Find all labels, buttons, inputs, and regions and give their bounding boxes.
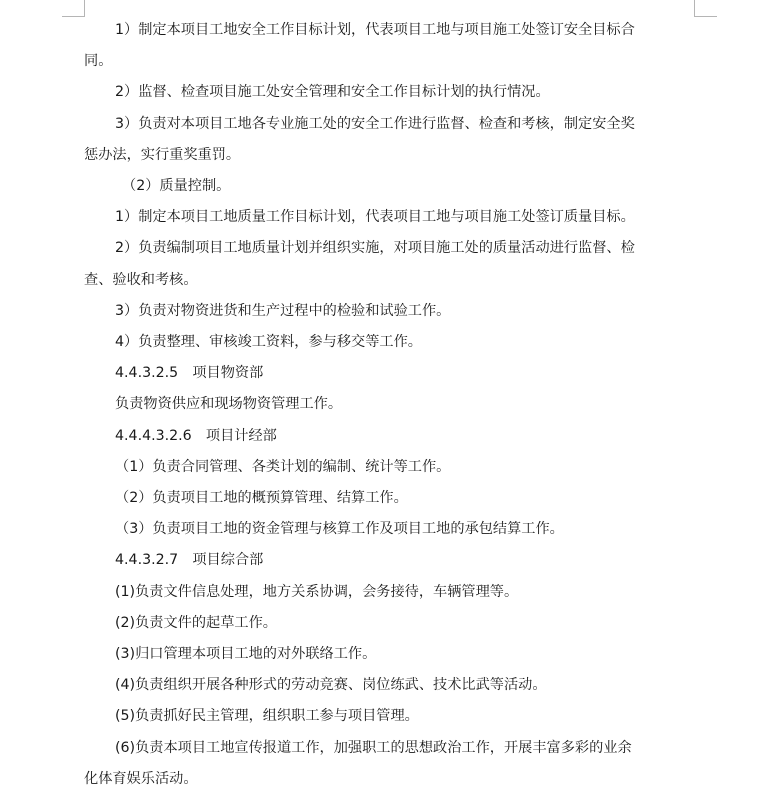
paragraph-line: (3)归口管理本项目工地的对外联络工作。 [115, 646, 377, 663]
paragraph-line: (6)负责本项目工地宣传报道工作，加强职工的思想政治工作，开展丰富多彩的业余 [115, 739, 632, 756]
document-body [84, 15, 696, 795]
paragraph-line: （1）负责合同管理、各类计划的编制、统计等工作。 [115, 458, 451, 475]
paragraph-line: 3）负责对物资进货和生产过程中的检验和试验工作。 [115, 302, 451, 319]
paragraph-line: 2）监督、检查项目施工处安全管理和安全工作目标计划的执行情况。 [115, 84, 550, 101]
paragraph-line: 化体育娱乐活动。 [84, 770, 198, 787]
paragraph-line: 惩办法，实行重奖重罚。 [84, 146, 241, 163]
paragraph-line: 1）制定本项目工地质量工作目标计划，代表项目工地与项目施工处签订质量目标。 [115, 209, 635, 226]
paragraph-line: (5)负责抓好民主管理，组织职工参与项目管理。 [115, 708, 419, 725]
paragraph-line: 3）负责对本项目工地各专业施工处的安全工作进行监督、检查和考核，制定安全奖 [115, 115, 635, 132]
paragraph-line: 负责物资供应和现场物资管理工作。 [115, 396, 343, 413]
paragraph-line: 4）负责整理、审核竣工资料，参与移交等工作。 [115, 334, 422, 351]
paragraph-line: 查、验收和考核。 [84, 271, 198, 288]
paragraph-line: （3）负责项目工地的资金管理与核算工作及项目工地的承包结算工作。 [115, 521, 564, 538]
section-heading: 4.4.3.2.7 项目综合部 [115, 552, 264, 569]
section-heading: 4.4.3.2.5 项目物资部 [115, 365, 264, 382]
crop-mark-left [62, 0, 85, 17]
section-heading: 4.4.4.3.2.6 项目计经部 [115, 427, 277, 444]
paragraph-line: (2)负责文件的起草工作。 [115, 614, 277, 631]
crop-mark-right [694, 0, 717, 17]
paragraph-line: 1）制定本项目工地安全工作目标计划，代表项目工地与项目施工处签订安全目标合 [115, 22, 635, 38]
paragraph-line: (1)负责文件信息处理，地方关系协调，会务接待，车辆管理等。 [115, 583, 519, 600]
paragraph-line: （2）质量控制。 [122, 178, 231, 195]
paragraph-line: (4)负责组织开展各种形式的劳动竞赛、岗位练武、技术比武等活动。 [115, 677, 547, 694]
paragraph-line: 同。 [84, 53, 113, 70]
paragraph-line: 2）负责编制项目工地质量计划并组织实施，对项目施工处的质量活动进行监督、检 [115, 240, 635, 257]
paragraph-line: （2）负责项目工地的概预算管理、结算工作。 [115, 490, 408, 507]
